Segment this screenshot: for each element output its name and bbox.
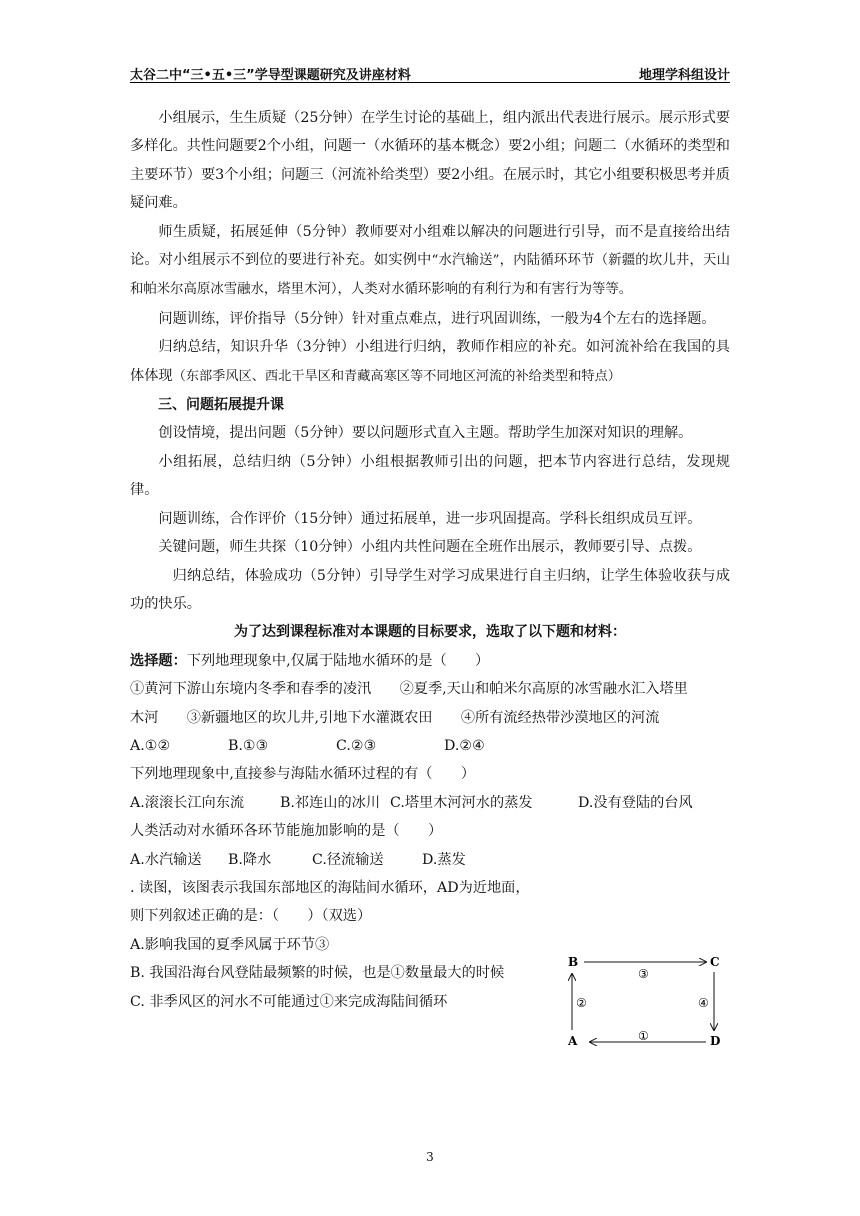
diagram-num-3: ③ — [638, 967, 649, 981]
q1-option-b: B.①③ — [228, 737, 269, 754]
q2-option-c: C.塔里木河河水的蒸发 — [390, 794, 533, 811]
question-1-line2: 木河 ③新疆地区的坎儿井,引地下水灌溉农田 ④所有流经热带沙漠地区的河流 — [130, 709, 660, 726]
question-type-label: 选择题： — [130, 652, 187, 669]
q3-option-b: B.降水 — [228, 851, 272, 868]
document-body — [130, 104, 730, 1016]
diagram-label-d: D — [710, 1034, 721, 1048]
paragraph-group-expand: 小组拓展，总结归纳（5分钟）小组根据教师引出的问题，把本节内容进行总结，发现规律。 — [130, 453, 730, 499]
question-4-option-b: B. 我国沿海台风登陆最频繁的时候，也是①数量最大的时候 — [130, 965, 505, 982]
q1-option-a: A.①② — [130, 737, 171, 754]
paragraph-key-question: 关键问题，师生共探（10分钟）小组内共性问题在全班作出展示，教师要引导、点拨。 — [158, 539, 702, 556]
paragraph-teacher-question — [130, 218, 730, 305]
paragraph-scenario: 创设情境，提出问题（5分钟）要以问题形式直入主题。帮助学生加深对知识的理解。 — [158, 425, 693, 442]
diagram-num-4: ④ — [698, 996, 709, 1010]
q1-option-d: D.②④ — [444, 737, 485, 754]
q2-option-d: D.没有登陆的台风 — [578, 794, 693, 811]
q3-option-a: A.水汽输送 — [130, 851, 202, 868]
paragraph-teacher-question-example: “水汽输送”，内陆循环环节（新疆的坎儿井，天山和帕米尔高原冰雪融水，塔里木河），人类对水循环影响的有利行为和有害行为等等。 — [130, 253, 730, 298]
paragraph-summary — [130, 333, 730, 391]
question-1-text: 下列地理现象中,仅属于陆地水循环的是（ ） — [186, 652, 490, 669]
question-4 — [130, 874, 550, 959]
q3-option-c: C.径流输送 — [312, 851, 384, 868]
paragraph-summary-example: （东部季风区、西北干旱区和青藏高寒区等不同地区河流的补给类型和特点） — [172, 368, 621, 384]
question-1-options — [130, 732, 730, 760]
question-1-line1: ①黄河下游山东境内冬季和春季的凌汛 ②夏季,天山和帕米尔高原的冰雪融水汇入塔里 — [130, 681, 688, 698]
diagram-label-a: A — [568, 1034, 578, 1048]
question-4-option-a: A.影响我国的夏季风属于环节③ — [130, 936, 330, 953]
water-cycle-diagram — [560, 950, 730, 1060]
paragraph-training: 问题训练，评价指导（5分钟）针对重点难点，进行巩固训练，一般为4个左右的选择题。 — [158, 310, 716, 327]
paragraph-summary-text: 归纳总结，知识升华（3分钟）小组进行归纳，教师作相应的补充。如河流补给在我国的具体体现 — [130, 339, 730, 384]
paragraph-group-display: 小组展示，生生质疑（25分钟）在学生讨论的基础上，组内派出代表进行展示。展示形式要多样化。共性问题要2个小组，问题一（水循环的基本概念）要2小组；问题二（水循环的类型和主要环节）要3个小组；问题三（河流补给类型）要2小组。在展示时，其它小组要积极思考并质疑问难。 — [130, 110, 730, 212]
question-4-stem-1: . 读图，该图表示我国东部地区的海陆间水循环，AD为近地面， — [130, 879, 530, 896]
question-3-stem: 人类活动对水循环各环节能施加影响的是（ ） — [130, 823, 443, 840]
header-group: 地理学科组设计 — [638, 68, 730, 83]
paragraph-teacher-question-text: 师生质疑，拓展延伸（5分钟）教师要对小组难以解决的问题进行引导，而不是直接给出结论。对小组展示不到位的要进行补充。如实例中 — [130, 223, 730, 269]
page-number: 3 — [426, 1150, 434, 1164]
diagram-label-c: C — [710, 955, 720, 969]
paragraph-experience-success: 归纳总结，体验成功（5分钟）引导学生对学习成果进行自主归纳，让学生体验收获与成功的快乐。 — [130, 567, 730, 612]
q2-option-a: A.滚滚长江向东流 — [130, 794, 245, 811]
diagram-num-1: ① — [638, 1029, 649, 1043]
question-1-stem — [130, 647, 730, 675]
q1-option-c: C.②③ — [336, 737, 377, 754]
question-2-stem: 下列地理现象中,直接参与海陆水循环过程的有（ ） — [130, 766, 476, 783]
diagram-num-2: ② — [576, 996, 587, 1010]
section-heading: 三、问题拓展提升课 — [158, 397, 284, 414]
diagram-label-b: B — [568, 955, 579, 969]
goal-statement: 为了达到课程标准对本课题的目标要求，选取了以下题和材料： — [234, 624, 626, 641]
question-4-option-c: C. 非季风区的河水不可能通过①来完成海陆间循环 — [130, 993, 448, 1010]
question-3-options — [130, 846, 730, 874]
question-4-stem-2: 则下列叙述正确的是：（ ）（双选） — [130, 908, 372, 925]
page-header — [130, 60, 730, 83]
q3-option-d: D.蒸发 — [422, 851, 466, 868]
q2-option-b: B.祁连山的冰川 — [280, 794, 381, 811]
question-2-options — [130, 789, 730, 817]
paragraph-cooperative-eval: 问题训练，合作评价（15分钟）通过拓展单，进一步巩固提高。学科长组织成员互评。 — [158, 510, 702, 527]
header-title: 太谷二中“三•五•三”学导型课题研究及讲座材料 — [130, 68, 411, 83]
